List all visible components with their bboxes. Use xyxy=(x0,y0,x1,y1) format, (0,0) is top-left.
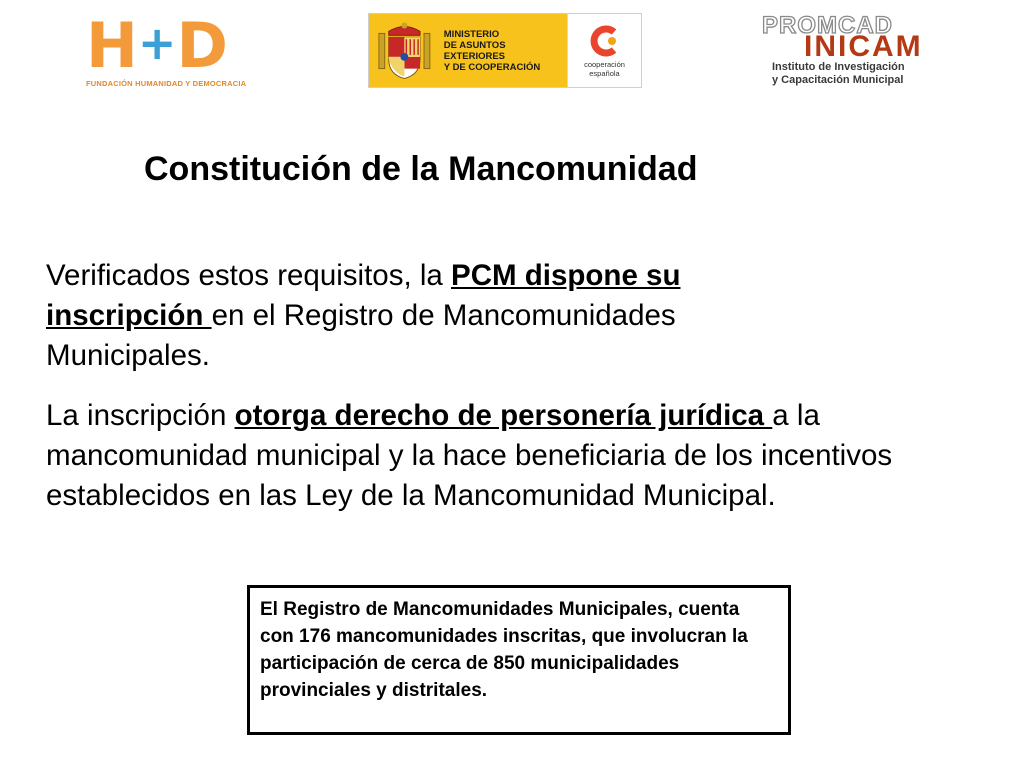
ministerio-logo xyxy=(368,13,642,88)
inicam-wordmark: INICAM xyxy=(804,30,923,63)
ministerio-name: MINISTERIO DE ASUNTOS EXTERIORES Y DE COOPERACIÓN xyxy=(443,28,541,73)
cooperacion-espanola-panel xyxy=(567,14,641,87)
paragraph-2-lead: La inscripción xyxy=(46,399,235,432)
ministerio-yellow-panel xyxy=(369,14,567,87)
paragraph-1-lead: Verificados estos requisitos, la xyxy=(46,259,452,292)
cooperacion-espanola-label: cooperación española xyxy=(584,59,625,78)
hd-logo-plus: + xyxy=(137,16,177,70)
hd-logo-letter-h: H xyxy=(86,9,138,82)
inicam-institute-name: Instituto de Investigación y Capacitación Municipal xyxy=(772,61,905,86)
spain-coat-of-arms-icon xyxy=(373,19,436,83)
registry-note-box: El Registro de Mancomunidades Municipales, cuenta con 176 mancomunidades inscritas, que involucran la participación de cerca de 850 municipalidades provinciales y distritales. xyxy=(247,585,791,735)
hd-logo-subtitle: FUNDACIÓN HUMANIDAD Y DEMOCRACIA xyxy=(86,79,247,88)
paragraph-2-rest: a la mancomunidad municipal y la hace beneficiaria de los incentivos establecidos en las Ley de la Mancomunidad Municipal. xyxy=(46,399,893,512)
paragraph-2-emphasis: otorga derecho de personería jurídica xyxy=(234,399,773,432)
paragraph-1-rest: en el Registro de Mancomunidades Municipales. xyxy=(46,299,676,372)
page-title: Constitución de la Mancomunidad xyxy=(144,150,698,188)
promcad-wordmark: PROMCAD xyxy=(762,12,893,39)
cooperacion-espanola-icon xyxy=(588,24,622,58)
paragraph-personeria xyxy=(46,396,946,516)
inicam-logo xyxy=(758,12,958,92)
hd-foundation-logo xyxy=(86,9,247,90)
paragraph-inscripcion xyxy=(46,256,846,376)
paragraph-1-emphasis: PCM dispone su inscripción xyxy=(46,259,681,332)
hd-logo-letter-d: D xyxy=(176,9,228,82)
